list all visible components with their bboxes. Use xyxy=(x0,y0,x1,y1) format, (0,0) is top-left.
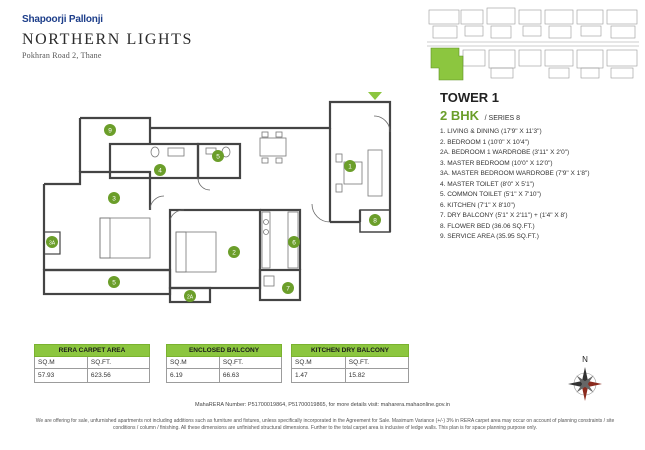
legend-item: 3. MASTER BEDROOM (10'0" X 12'0") xyxy=(440,159,553,167)
plan-label: 4 xyxy=(158,167,162,175)
plan-label: 5 xyxy=(112,279,116,287)
enclosed-balcony-table xyxy=(166,344,282,383)
unit-series: / SERIES 8 xyxy=(484,115,521,122)
plan-label: 5 xyxy=(216,153,220,161)
brand-block xyxy=(22,14,193,60)
legend-item: 8. FLOWER BED (36.06 SQ.FT.) xyxy=(440,222,535,230)
value-sqm: 57.93 xyxy=(35,369,88,383)
table-title: KITCHEN DRY BALCONY xyxy=(292,345,409,357)
legend-item: 4. MASTER TOILET (8'0" X 5'1") xyxy=(440,180,535,188)
value-sqm: 6.19 xyxy=(167,369,220,383)
unit-sqm: SQ.M xyxy=(35,357,88,369)
legend-item: 3A. MASTER BEDROOM WARDROBE (7'9" X 1'8") xyxy=(440,170,590,177)
unit-sqm: SQ.M xyxy=(167,357,220,369)
legend-item: 2. BEDROOM 1 (10'0" X 10'4") xyxy=(440,138,530,146)
plan-label: 3 xyxy=(112,195,116,203)
value-sqft: 15.82 xyxy=(345,369,408,383)
unit-sqft: SQ.FT. xyxy=(87,357,149,369)
plan-label: 9 xyxy=(108,127,112,135)
value-sqm: 1.47 xyxy=(292,369,346,383)
plan-label: 6 xyxy=(292,239,296,247)
table-title: RERA CARPET AREA xyxy=(35,345,150,357)
legend-item: 1. LIVING & DINING (17'9" X 11'3") xyxy=(440,128,542,135)
plan-label: 2A xyxy=(186,294,194,301)
unit-sqft: SQ.FT. xyxy=(345,357,408,369)
plan-label: 2 xyxy=(232,249,236,257)
value-sqft: 623.56 xyxy=(87,369,149,383)
unit-sqm: SQ.M xyxy=(292,357,346,369)
legend-item: 5. COMMON TOILET (5'1" X 7'10") xyxy=(440,191,542,198)
legend-item: 7. DRY BALCONY (5'1" X 2'11") + (1'4" X 8') xyxy=(440,212,568,219)
plan-label: 3A xyxy=(48,240,56,247)
compass-icon xyxy=(560,355,610,405)
unit-type-label: 2 BHK xyxy=(440,108,480,123)
rera-number: MahaRERA Number: P51700019864, P51700019865, for more details visit: maharera.mahaonline.gov.in xyxy=(195,402,450,408)
floor-plan xyxy=(30,92,430,322)
room-legend xyxy=(440,127,590,243)
project-address: Pokhran Road 2, Thane xyxy=(22,51,102,60)
legend-item: 2A. BEDROOM 1 WARDROBE (3'11" X 2'0") xyxy=(440,149,570,156)
plan-label: 1 xyxy=(348,163,352,171)
rera-carpet-area-table xyxy=(34,344,150,383)
unit-sqft: SQ.FT. xyxy=(219,357,281,369)
kitchen-dry-balcony-table xyxy=(291,344,409,383)
legend-item: 6. KITCHEN (7'1" X 8'10") xyxy=(440,201,516,209)
key-plan xyxy=(425,6,641,82)
plan-label: 7 xyxy=(286,285,290,293)
disclaimer-text: We are offering for sale, unfurnished apartments not including additions such as furniture and fixtures, unless specifically incorporated in the Agreement for Sale. Maximum Variance (+/-) 3% in RERA carpet area may occur on account of planning constraints / site conditions / column / finishing. All these dimensions are unfinished structural dimensions. Further to the total carpet area is inclusive of ledge walls. This plan is for space planning purpose only. xyxy=(35,418,615,431)
developer-logo: Shapoorji Pallonji xyxy=(22,14,103,25)
tower-title: TOWER 1 xyxy=(440,90,499,105)
value-sqft: 66.63 xyxy=(219,369,281,383)
table-title: ENCLOSED BALCONY xyxy=(167,345,282,357)
plan-label: 8 xyxy=(373,217,377,225)
compass-north-label: N xyxy=(582,355,588,364)
legend-item: 9. SERVICE AREA (35.95 SQ.FT.) xyxy=(440,233,539,240)
project-title: NORTHERN LIGHTS xyxy=(22,31,194,48)
unit-type xyxy=(440,108,520,123)
